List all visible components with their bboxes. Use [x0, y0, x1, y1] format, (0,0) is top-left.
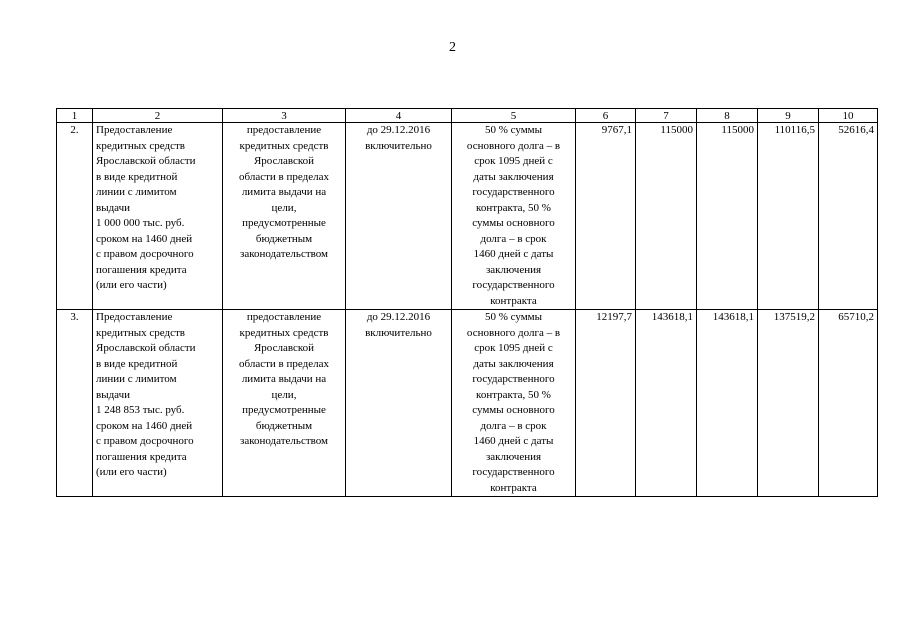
column-header: 5	[452, 109, 576, 123]
column-header: 9	[758, 109, 819, 123]
loan-table	[56, 108, 878, 497]
value-col-7: 115000	[636, 123, 697, 310]
column-header: 2	[93, 109, 223, 123]
row-number: 3.	[57, 310, 93, 497]
value-col-9: 137519,2	[758, 310, 819, 497]
credit-description: Предоставление кредитных средств Ярославской области в виде кредитной линии с лимитом выдачи 1 248 853 тыс. руб. сроком на 1460 дней с правом досрочного погашения кредита (или его части)	[93, 310, 223, 497]
column-header: 8	[697, 109, 758, 123]
value-col-10: 65710,2	[819, 310, 878, 497]
value-col-7: 143618,1	[636, 310, 697, 497]
credit-deadline: до 29.12.2016 включительно	[346, 310, 452, 497]
value-col-9: 110116,5	[758, 123, 819, 310]
value-col-8: 115000	[697, 123, 758, 310]
table-row	[57, 310, 878, 497]
row-number: 2.	[57, 123, 93, 310]
column-header: 3	[223, 109, 346, 123]
value-col-10: 52616,4	[819, 123, 878, 310]
value-col-6: 9767,1	[576, 123, 636, 310]
column-header: 6	[576, 109, 636, 123]
value-col-8: 143618,1	[697, 310, 758, 497]
page-number: 2	[449, 40, 456, 55]
column-header: 10	[819, 109, 878, 123]
column-header: 1	[57, 109, 93, 123]
repayment-terms: 50 % суммы основного долга – в срок 1095 дней с даты заключения государственного контракта, 50 % суммы основного долга – в срок 1460 дней с даты заключения государственного контракта	[452, 310, 576, 497]
credit-purpose: предоставление кредитных средств Ярославской области в пределах лимита выдачи на цели, предусмотренные бюджетным законодательством	[223, 123, 346, 310]
credit-description: Предоставление кредитных средств Ярославской области в виде кредитной линии с лимитом выдачи 1 000 000 тыс. руб. сроком на 1460 дней с правом досрочного погашения кредита (или его части)	[93, 123, 223, 310]
credit-purpose: предоставление кредитных средств Ярославской области в пределах лимита выдачи на цели, предусмотренные бюджетным законодательством	[223, 310, 346, 497]
repayment-terms: 50 % суммы основного долга – в срок 1095 дней с даты заключения государственного контракта, 50 % суммы основного долга – в срок 1460 дней с даты заключения государственного контракта	[452, 123, 576, 310]
credit-deadline: до 29.12.2016 включительно	[346, 123, 452, 310]
table-row	[57, 123, 878, 310]
table-header-row	[57, 109, 878, 123]
column-header: 7	[636, 109, 697, 123]
column-header: 4	[346, 109, 452, 123]
value-col-6: 12197,7	[576, 310, 636, 497]
